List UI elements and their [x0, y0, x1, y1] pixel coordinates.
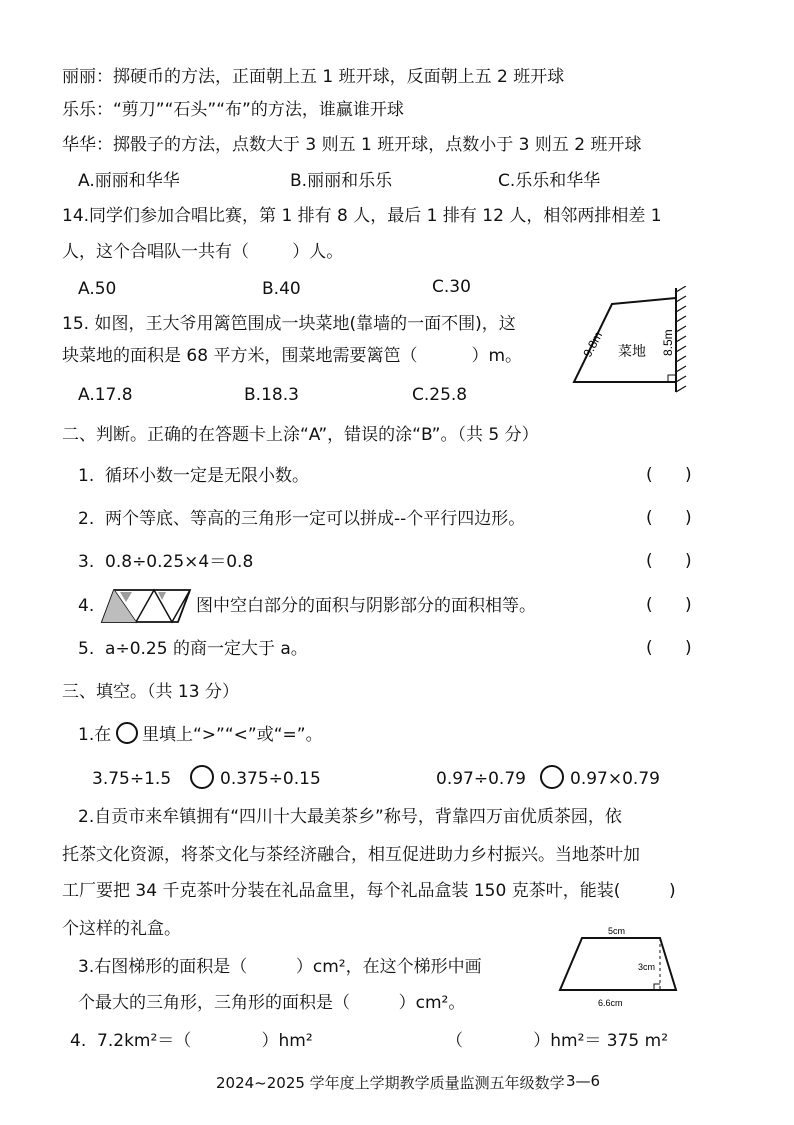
q13-option-lele: 乐乐：“剪刀”“石头”“布”的方法，谁赢谁开球 [62, 100, 404, 120]
fill-q2-line2: 托茶文化资源，将茶文化与茶经济融合，相互促进助力乡村振兴。当地茶叶加 [62, 845, 640, 865]
compare-b-right: 0.97×0.79 [570, 769, 660, 789]
judge-answer-3[interactable]: ( ) [646, 551, 692, 571]
section-3-heading: 三、填空。（共 13 分） [62, 682, 239, 702]
trapezoid-figure [556, 924, 690, 1012]
fill-q3-line2: 个最大的三角形，三角形的面积是（ ）cm²。 [78, 993, 466, 1013]
trapezoid-height-label: 3cm [638, 962, 656, 972]
fill-q1-prefix: 1.在 [78, 725, 112, 745]
fill-q1-instruction: 里填上“>”“<”或“=”。 [142, 725, 323, 745]
q14-choice-b: B.40 [262, 279, 301, 299]
q15-choice-a: A.17.8 [78, 385, 133, 405]
q15-text-line1: 15. 如图，王大爷用篱笆围成一块菜地(靠墙的一面不围)，这 [62, 314, 516, 334]
compare-b-left: 0.97÷0.79 [436, 769, 526, 789]
judge-answer-4[interactable]: ( ) [646, 595, 692, 615]
judge-item-1: 1. 循环小数一定是无限小数。 [78, 466, 310, 486]
page-footer-title: 2024~2025 学年度上学期教学质量监测五年级数学 [216, 1074, 565, 1092]
plot-height-label: 8.5m [661, 329, 675, 356]
fill-q2-line4: 个这样的礼盒。 [62, 919, 181, 939]
compare-a-circle[interactable] [190, 765, 214, 789]
judge-item-2: 2. 两个等底、等高的三角形一定可以拼成--个平行四边形。 [78, 509, 526, 529]
fill-q3-line1: 3.右图梯形的面积是（ ）cm²，在这个梯形中画 [78, 957, 482, 977]
fill-q2-line1: 2.自贡市来牟镇拥有“四川十大最美茶乡”称号，背靠四万亩优质茶园，依 [78, 807, 622, 827]
q13-choice-a: A.丽丽和华华 [78, 171, 180, 191]
plot-name-label: 菜地 [618, 344, 646, 360]
trapezoid-top-label: 5cm [608, 926, 626, 936]
q15-choice-b: B.18.3 [244, 385, 299, 405]
judge-item-4-number: 4. [78, 596, 95, 616]
compare-a-right: 0.375÷0.15 [220, 769, 321, 789]
q14-text-line2: 人，这个合唱队一共有（ ）人。 [62, 242, 344, 262]
judge-item-3: 3. 0.8÷0.25×4＝0.8 [78, 552, 254, 572]
page-number: 3—6 [566, 1072, 601, 1090]
judge-answer-2[interactable]: ( ) [646, 508, 692, 528]
q13-choice-b: B.丽丽和乐乐 [290, 171, 393, 191]
q15-choice-c: C.25.8 [412, 385, 468, 405]
circle-icon [116, 722, 138, 744]
plot-side-label: 9.8m [580, 329, 606, 360]
q13-option-lili: 丽丽：掷硬币的方法，正面朝上五 1 班开球，反面朝上五 2 班开球 [62, 67, 565, 87]
judge-item-5: 5. a÷0.25 的商一定大于 a。 [78, 639, 308, 659]
q13-option-huahua: 华华：掷骰子的方法，点数大于 3 则五 1 班开球，点数小于 3 则五 2 班开球 [62, 135, 642, 155]
judge-answer-1[interactable]: ( ) [646, 465, 692, 485]
fill-q4-part-a: 4. 7.2km²＝（ ）hm² [70, 1031, 313, 1051]
q14-choice-c: C.30 [432, 277, 471, 297]
q15-text-line2: 块菜地的面积是 68 平方米，围菜地需要篱笆（ ）m。 [62, 346, 523, 366]
q14-text-line1: 14.同学们参加合唱比赛，第 1 排有 8 人，最后 1 排有 12 人，相邻两排相差 1 [62, 206, 662, 226]
judge-item-4-text: 图中空白部分的面积与阴影部分的面积相等。 [196, 596, 536, 616]
fill-q4-part-b: （ ）hm²＝ 375 m² [446, 1031, 669, 1051]
trapezoid-bottom-label: 6.6cm [598, 998, 623, 1008]
q13-choice-c: C.乐乐和华华 [498, 171, 601, 191]
vegetable-plot-figure [564, 286, 694, 396]
judge-answer-5[interactable]: ( ) [646, 638, 692, 658]
section-2-heading: 二、判断。正确的在答题卡上涂“A”，错误的涂“B”。（共 5 分） [62, 425, 539, 445]
compare-a-left: 3.75÷1.5 [92, 769, 172, 789]
triangle-strip-figure [100, 588, 192, 624]
q14-choice-a: A.50 [78, 279, 117, 299]
compare-b-circle[interactable] [540, 765, 564, 789]
fill-q2-line3: 工厂要把 34 千克茶叶分装在礼品盒里，每个礼品盒装 150 克茶叶，能装( ) [62, 881, 676, 901]
